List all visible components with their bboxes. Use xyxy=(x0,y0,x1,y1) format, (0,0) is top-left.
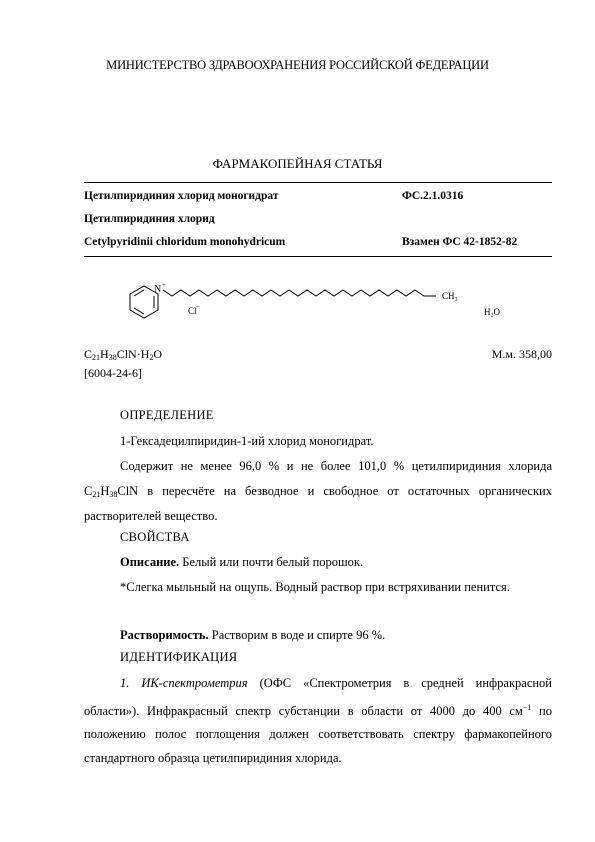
section-properties: СВОЙСТВА xyxy=(120,530,190,544)
document-title: ФАРМАКОПЕЙНАЯ СТАТЬЯ xyxy=(212,156,383,171)
methyl-label: $CH_3$ xyxy=(442,291,458,303)
description: Описание. Белый или почти белый порошок. xyxy=(120,555,364,569)
chloride-charge-label: − xyxy=(196,303,200,311)
ir-spectrometry: 1. ИК-спектрометрия (ОФС «Спектрометрия в средней инфракрасной области»). Инфракрасный спектр субстанции в области от 4000 до 400 $см^{-1}$ по положению полос поглощения должен соответствовать спектру фармакопейного стандартного образца цетилпиридиния хлорида. xyxy=(84,676,552,765)
content-line-2: $C_{21}H_{38}ClN$ в пересчёте на безводное и свободное от остаточных органических xyxy=(84,484,552,499)
monograph-code: ФС.2.1.0316 xyxy=(402,190,464,202)
note-text: *Слегка мыльный на ощупь. Водный раствор при встряхивании пенится. xyxy=(120,580,510,594)
structural-formula xyxy=(120,278,520,330)
replaces-monograph: Взамен ФС 42-1852-82 xyxy=(402,236,518,248)
substance-name-ru: Цетилпиридиния хлорид моногидрат xyxy=(84,190,279,202)
molecular-formula: $C_{21}H_{38}ClN\cdot H_2O$ xyxy=(84,347,163,362)
content-line-1: Содержит не менее 96,0 % и не более 101,0 % цетилпиридиния хлорида xyxy=(120,459,552,473)
water-label: $H_2O$ xyxy=(484,307,500,319)
section-identification: ИДЕНТИФИКАЦИЯ xyxy=(120,650,238,664)
n-charge-label: + xyxy=(162,281,166,289)
header-bottom-rule xyxy=(84,256,552,257)
cas-number: [6004-24-6] xyxy=(84,366,142,380)
substance-synonym: Цетилпиридиния хлорид xyxy=(84,213,215,225)
content-line-3: растворителей вещество. xyxy=(84,509,218,523)
chloride-label: Cl xyxy=(188,306,197,316)
definition-name: 1-Гексадецилпиридин-1-ий хлорид моногидрат. xyxy=(120,434,374,448)
alkyl-chain xyxy=(163,290,436,296)
section-definition: ОПРЕДЕЛЕНИЕ xyxy=(120,408,214,422)
ministry-header: МИНИСТЕРСТВО ЗДРАВООХРАНЕНИЯ РОССИЙСКОЙ ФЕДЕРАЦИИ xyxy=(106,58,489,72)
solubility: Растворимость. Растворим в воде и спирте 96 %. xyxy=(120,628,386,642)
header-top-rule xyxy=(84,182,552,183)
molecular-mass: М.м. 358,00 xyxy=(491,347,552,361)
substance-name-latin: Cetylpyridinii chloridum monohydricum xyxy=(84,236,286,248)
n-atom-label: N xyxy=(154,284,162,295)
